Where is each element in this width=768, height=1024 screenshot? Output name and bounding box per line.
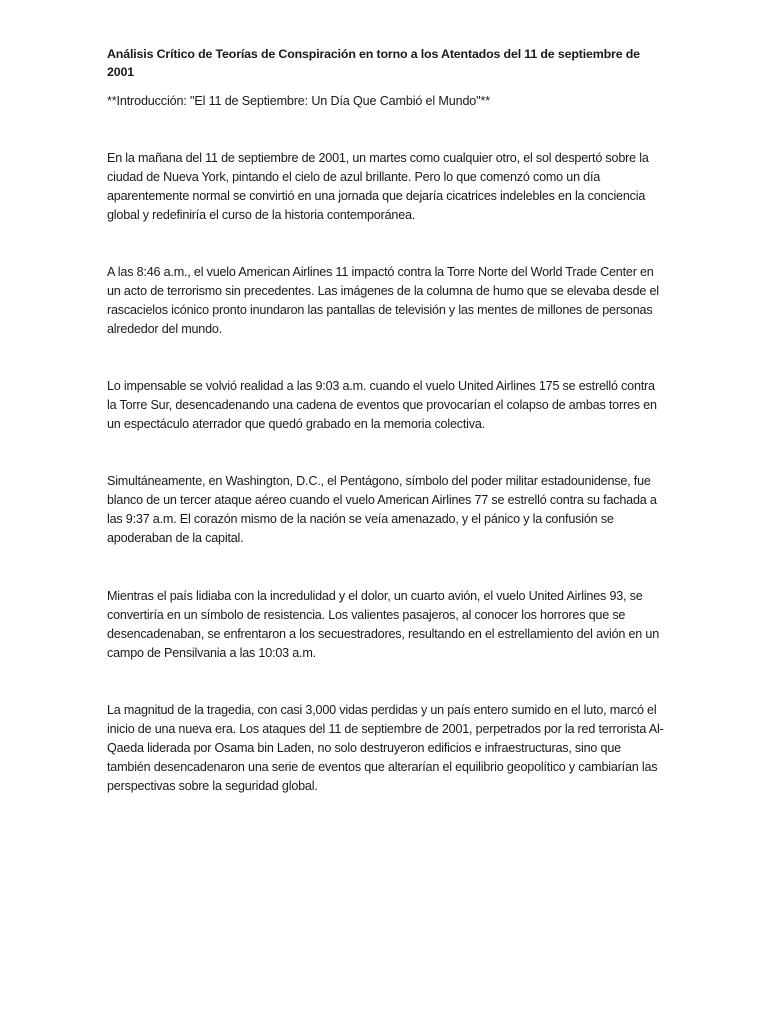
paragraph-2: A las 8:46 a.m., el vuelo American Airlines 11 impactó contra la Torre Norte del World Trade Center en un acto de terrorismo sin precedentes. Las imágenes de la columna de humo que se elevaba desde el rascacielos icónico pronto inundaron las pantallas de televisión y las mentes de millones de personas alrededor del mundo. (107, 265, 659, 336)
introduction-heading: **Introducción: "El 11 de Septiembre: Un Día Que Cambió el Mundo"** (107, 94, 490, 108)
paragraph-5: Mientras el país lidiaba con la incredulidad y el dolor, un cuarto avión, el vuelo United Airlines 93, se convertiría en un símbolo de resistencia. Los valientes pasajeros, al conocer los horrores que se desencadenaban, se enfrentaron a los secuestradores, resultando en el estrellamiento del avión en un campo de Pensilvania a las 10:03 a.m. (107, 589, 659, 660)
paragraph-3: Lo impensable se volvió realidad a las 9:03 a.m. cuando el vuelo United Airlines 175 se estrelló contra la Torre Sur, desencadenando una cadena de eventos que provocarían el colapso de ambas torres en un espectáculo aterrador que quedó grabado en la memoria colectiva. (107, 379, 657, 431)
paragraph-6: La magnitud de la tragedia, con casi 3,000 vidas perdidas y un país entero sumido en el luto, marcó el inicio de una nueva era. Los ataques del 11 de septiembre de 2001, perpetrados por la red terrorista Al-Qaeda liderada por Osama bin Laden, no solo destruyeron edificios e infraestructuras, sino que también desencadenaron una serie de eventos que alterarían el equilibrio geopolítico y cambiarían las perspectivas sobre la seguridad global. (107, 703, 664, 793)
paragraph-1: En la mañana del 11 de septiembre de 2001, un martes como cualquier otro, el sol despertó sobre la ciudad de Nueva York, pintando el cielo de azul brillante. Pero lo que comenzó como un día aparentemente normal se convirtió en una jornada que dejaría cicatrices indelebles en la conciencia global y redefiniría el curso de la historia contemporánea. (107, 151, 649, 222)
paragraph-4: Simultáneamente, en Washington, D.C., el Pentágono, símbolo del poder militar estadounidense, fue blanco de un tercer ataque aéreo cuando el vuelo American Airlines 77 se estrelló contra su fachada a las 9:37 a.m. El corazón mismo de la nación se veía amenazado, y el pánico y la confusión se apoderaban de la capital. (107, 474, 657, 545)
document-title: Análisis Crítico de Teorías de Conspiración en torno a los Atentados del 11 de septiembre de 2001 (107, 47, 640, 79)
